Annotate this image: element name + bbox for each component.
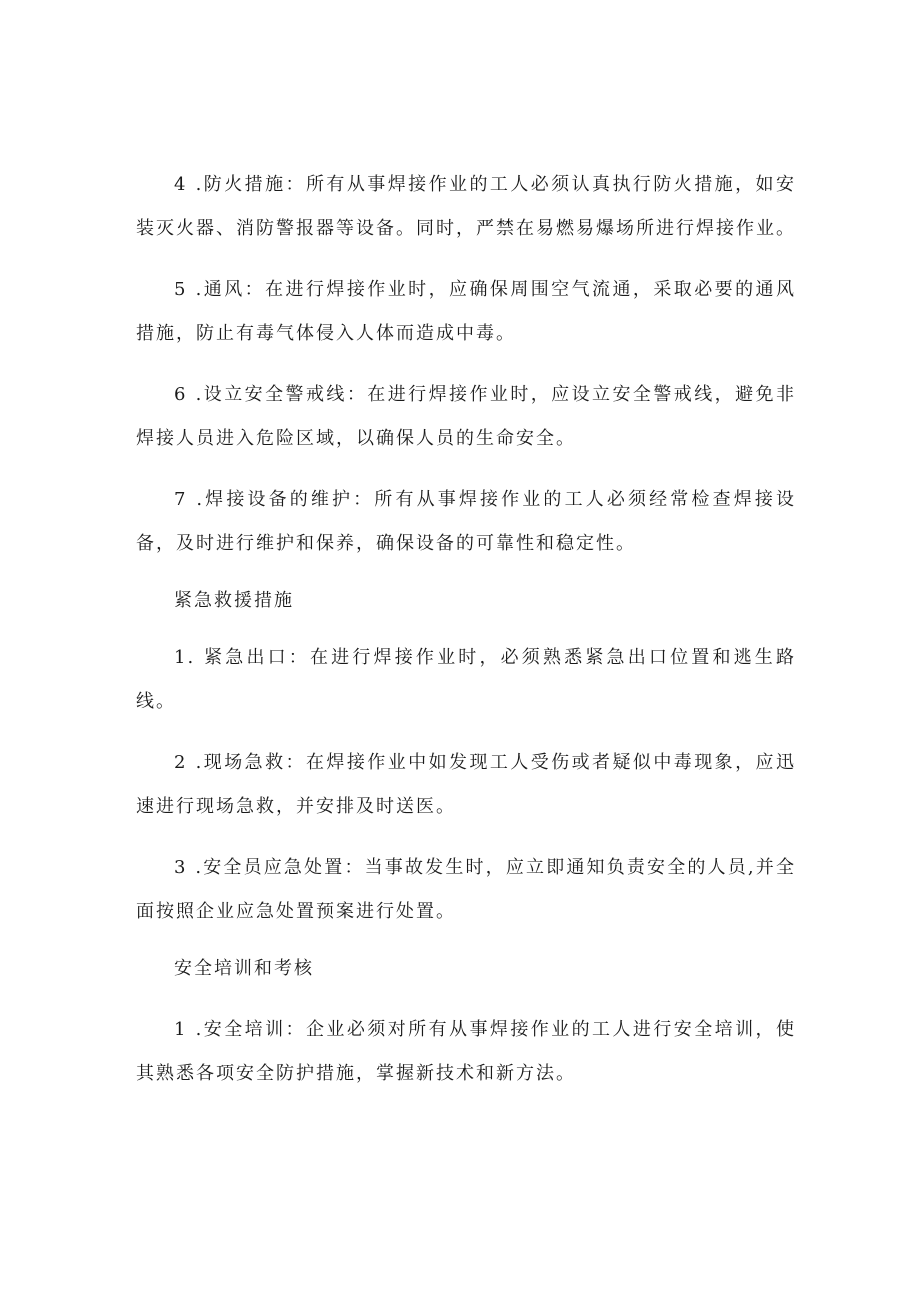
paragraph-first-aid: 2 .现场急救：在焊接作业中如发现工人受伤或者疑似中毒现象，应迅速进行现场急救，并安排及时送医。 [136,752,796,817]
paragraph-equipment-maintenance: 7 .焊接设备的维护：所有从事焊接作业的工人必须经常检查焊接设备，及时进行维护和保养，确保设备的可靠性和稳定性。 [136,489,796,554]
paragraph-fire-prevention: 4 .防火措施：所有从事焊接作业的工人必须认真执行防火措施，如安装灭火器、消防警报器等设备。同时，严禁在易燃易爆场所进行焊接作业。 [136,174,796,239]
paragraph-safety-officer: 3 .安全员应急处置：当事故发生时，应立即通知负责安全的人员,并全面按照企业应急处置预案进行处置。 [136,857,796,922]
document-body [136,163,796,1096]
paragraph-emergency-exit: 1. 紧急出口：在进行焊接作业时，必须熟悉紧急出口位置和逃生路线。 [136,647,796,712]
paragraph-ventilation: 5 .通风：在进行焊接作业时，应确保周围空气流通，采取必要的通风措施，防止有毒气体侵入人体而造成中毒。 [136,279,796,344]
section-heading-training: 安全培训和考核 [174,958,314,979]
section-heading-emergency: 紧急救援措施 [174,590,294,611]
paragraph-warning-line: 6 .设立安全警戒线：在进行焊接作业时，应设立安全警戒线，避免非焊接人员进入危险区域，以确保人员的生命安全。 [136,384,796,449]
paragraph-safety-training: 1 .安全培训：企业必须对所有从事焊接作业的工人进行安全培训，使其熟悉各项安全防护措施，掌握新技术和新方法。 [136,1019,796,1084]
